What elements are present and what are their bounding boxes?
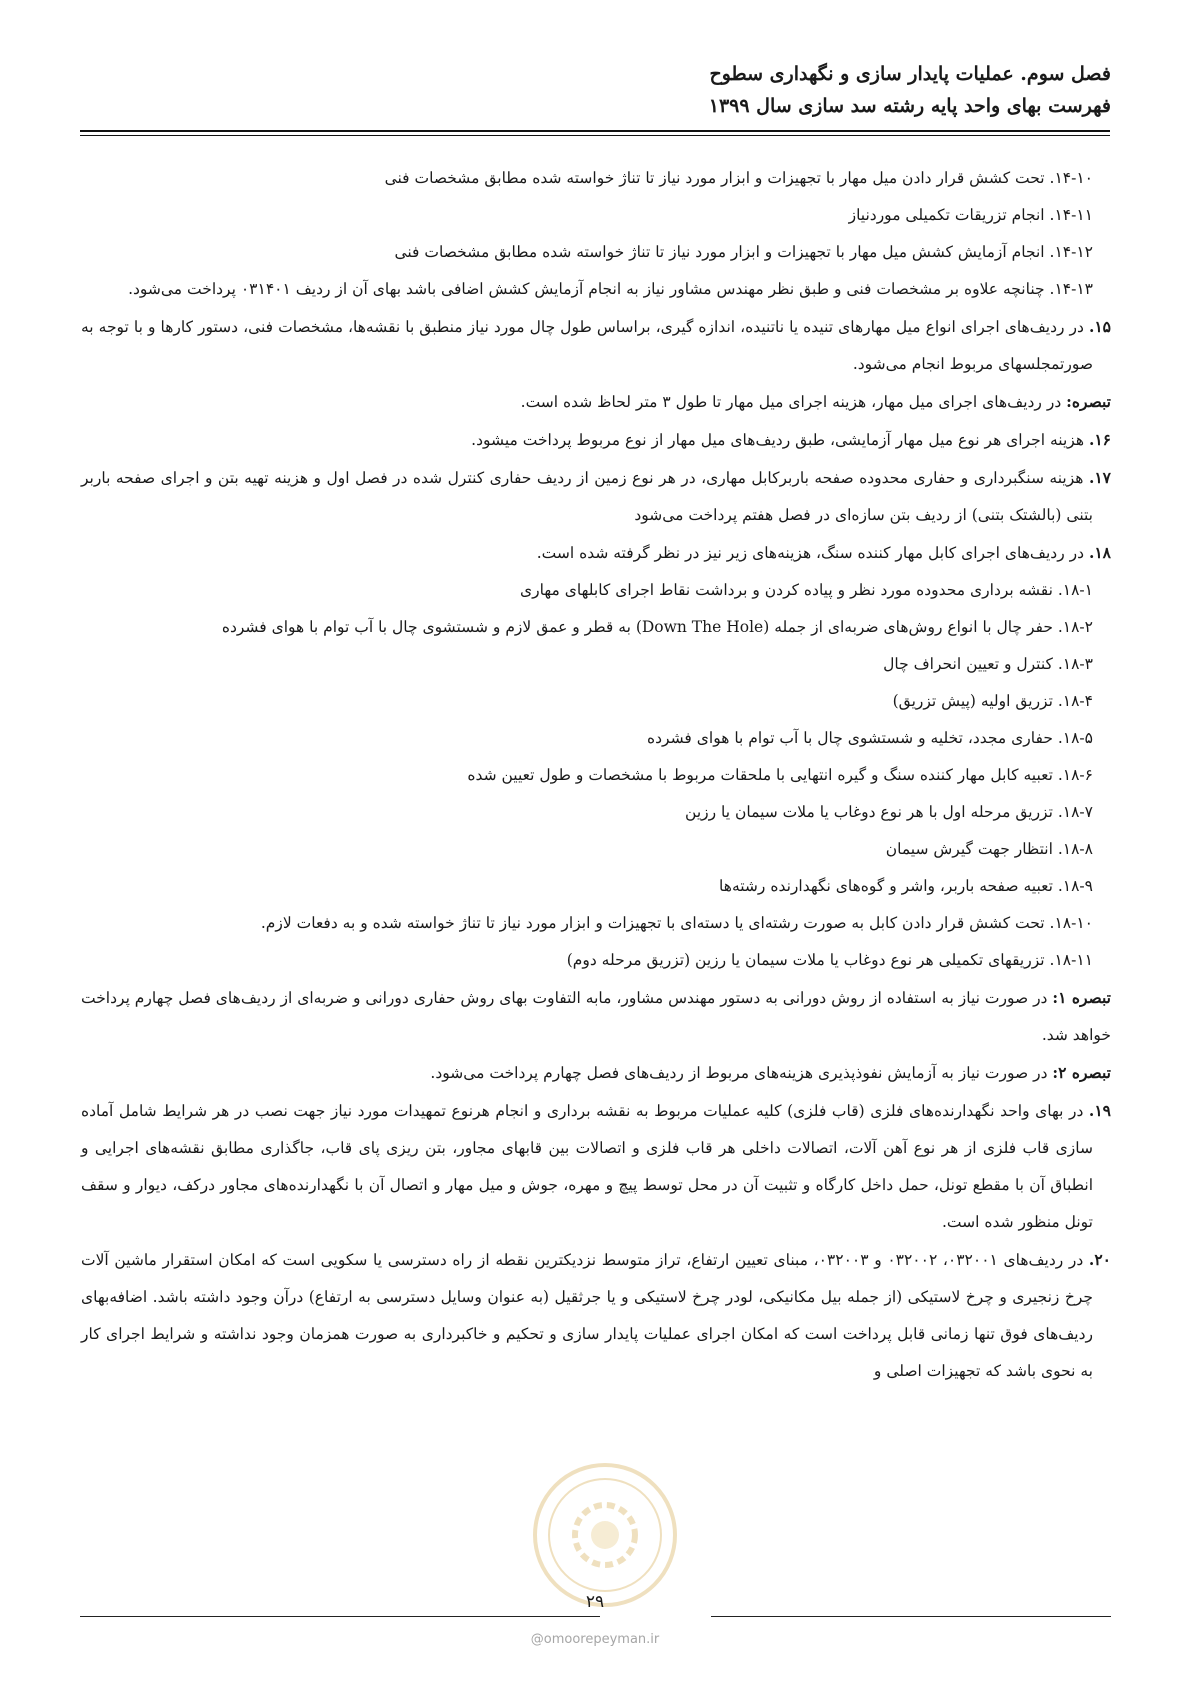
document-subtitle: فهرست بهای واحد پایه رشته سد سازی سال ۱۳۹۹ [708,95,1111,117]
item-14-13: ۱۴-۱۳. چنانچه علاوه بر مشخصات فنی و طبق نظر مهندس مشاور نیاز به انجام آزمایش کشش اضافی باشد بهای آن از ردیف ۰۳۱۴۰۱ پرداخت می‌شود. [128,280,1093,298]
item-14-12: ۱۴-۱۲. انجام آزمایش کشش میل مهار با تجهیزات و ابزار مورد نیاز تا تناژ خواسته شده مطابق مشخصات فنی [394,243,1093,261]
header-rule-thick [80,130,1110,132]
item-17: ۱۷. هزینه سنگبرداری و حفاری محدوده صفحه باربرکابل مهاری، در هر نوع زمین از ردیف حفاری کنترل شده در فصل اول و هزینه تهیه بتن و اجرای صفحه باربر بتنی (بالشتک بتنی) از ردیف بتن سازه‌ای در فصل هفتم پرداخت می‌شود [81,468,1111,524]
item-20: ۲۰. در ردیف‌های ۰۳۲۰۰۱، ۰۳۲۰۰۲ و ۰۳۲۰۰۳، مبنای تعیین ارتفاع، تراز متوسط نزدیکترین نقطه از راه دسترسی یا سکویی است که امکان استقرار ماشین آلات چرخ زنجیری و چرخ لاستیکی (از جمله بیل مکانیکی، لودر چرخ لاستیکی و یا جرثقیل (به عنوان وسایل دسترسی به ارتفاع) درآن وجود داشته باشد. اضافه‌بهای ردیف‌های فوق تنها زمانی قابل پرداخت است که امکان اجرای عملیات پایدار سازی و تحکیم و خاکبرداری به صورت همزمان وجود نداشته و شرایط اجرای کار به نحوی باشد که تجهیزات اصلی و [81,1250,1111,1380]
item-19: ۱۹. در بهای واحد نگهدارنده‌های فلزی (قاب فلزی) کلیه عملیات مربوط به نقشه برداری و انجام هرنوع تمهیدات مورد نیاز جهت نصب در هر شرایط شامل آماده سازی قاب فلزی از هر نوع آهن آلات، اتصالات داخلی هر قاب فلزی و اتصالات بین قابهای مجاور، بتن ریزی پای قاب، جاگذاری مطابق نقشه‌های اجرایی و انطباق آن با مقطع تونل، حمل داخل کارگاه و تثبیت آن در محل توسط پیچ و مهره، جوش و میل مهار و اتصال آن با نگهدارنده‌های مجاور درکف، دیوار و سقف تونل منظور شده است. [81,1101,1111,1231]
item-18-11: ۱۸-۱۱. تزریقهای تکمیلی هر نوع دوغاب یا ملات سیمان یا رزین (تزریق مرحله دوم) [566,951,1093,969]
item-18-6: ۱۸-۶. تعبیه کابل مهار کننده سنگ و گیره انتهایی با ملحقات مربوط با مشخصات و طول تعیین شده [467,766,1093,784]
watermark-text: @omoorepeyman.ir [530,1632,660,1647]
item-18-1: ۱۸-۱. نقشه برداری محدوده مورد نظر و پیاده کردن و برداشت نقاط اجرای کابلهای مهاری [520,581,1093,599]
item-15: ۱۵. در ردیف‌های اجرای انواع میل مهارهای تنیده یا ناتنیده، اندازه گیری، براساس طول چال مورد نیاز منطبق با نقشه‌ها، مشخصات فنی، دستور کارها و با توجه به صورتمجلسهای مربوط انجام می‌شود. [81,317,1111,373]
chapter-title: فصل سوم. عملیات پایدار سازی و نگهداری سطوح [709,63,1111,85]
page-number: ۲۹ [585,1592,605,1612]
footer-rule-left [80,1616,600,1617]
item-18-8: ۱۸-۸. انتظار جهت گیرش سیمان [885,840,1093,858]
item-18-4: ۱۸-۴. تزریق اولیه (پیش تزریق) [892,692,1093,710]
item-18: ۱۸. در ردیف‌های اجرای کابل مهار کننده سنگ، هزینه‌های زیر نیز در نظر گرفته شده است. [536,543,1111,562]
item-14-10: ۱۴-۱۰. تحت کشش قرار دادن میل مهار با تجهیزات و ابزار مورد نیاز تا تناژ خواسته شده مطابق مشخصات فنی [384,169,1093,187]
footer-rule-right [711,1616,1111,1617]
item-18-9: ۱۸-۹. تعبیه صفحه باربر، واشر و گوه‌های نگهدارنده رشته‌ها [719,877,1093,895]
watermark-seal-icon [530,1460,680,1610]
header-rule-thin [80,135,1110,136]
note-1: تبصره ۱: در صورت نیاز به استفاده از روش دورانی به دستور مهندس مشاور، مابه التفاوت بهای روش حفاری دورانی و ضربه‌ای از ردیف‌های فصل چهارم پرداخت خواهد شد. [81,988,1111,1044]
item-18-7: ۱۸-۷. تزریق مرحله اول با هر نوع دوغاب یا ملات سیمان یا رزین [685,803,1093,821]
item-18-10: ۱۸-۱۰. تحت کشش قرار دادن کابل به صورت رشته‌ای یا دسته‌ای با تجهیزات و ابزار مورد نیاز تا تناژ خواسته شده و به دفعات لازم. [260,914,1093,932]
item-18-5: ۱۸-۵. حفاری مجدد، تخلیه و شستشوی چال با آب توام با هوای فشرده [647,729,1093,747]
body-text [81,160,1111,1390]
item-14-11: ۱۴-۱۱. انجام تزریقات تکمیلی موردنیاز [848,206,1093,224]
note-15: تبصره: در ردیف‌های اجرای میل مهار، هزینه اجرای میل مهار تا طول ۳ متر لحاظ شده است. [520,392,1111,411]
item-18-2: ۱۸-۲. حفر چال با انواع روش‌های ضربه‌ای از جمله (Down The Hole) به قطر و عمق لازم و شستشوی چال با آب توام با هوای فشرده [221,618,1093,636]
page-header [81,58,1111,122]
item-16: ۱۶. هزینه اجرای هر نوع میل مهار آزمایشی، طبق ردیف‌های میل مهار از نوع مربوط پرداخت میشود. [471,430,1111,449]
item-18-3: ۱۸-۳. کنترل و تعیین انحراف چال [883,655,1093,673]
note-2: تبصره ۲: در صورت نیاز به آزمایش نفوذپذیری هزینه‌های مربوط از ردیف‌های فصل چهارم پرداخت می‌شود. [430,1063,1111,1082]
